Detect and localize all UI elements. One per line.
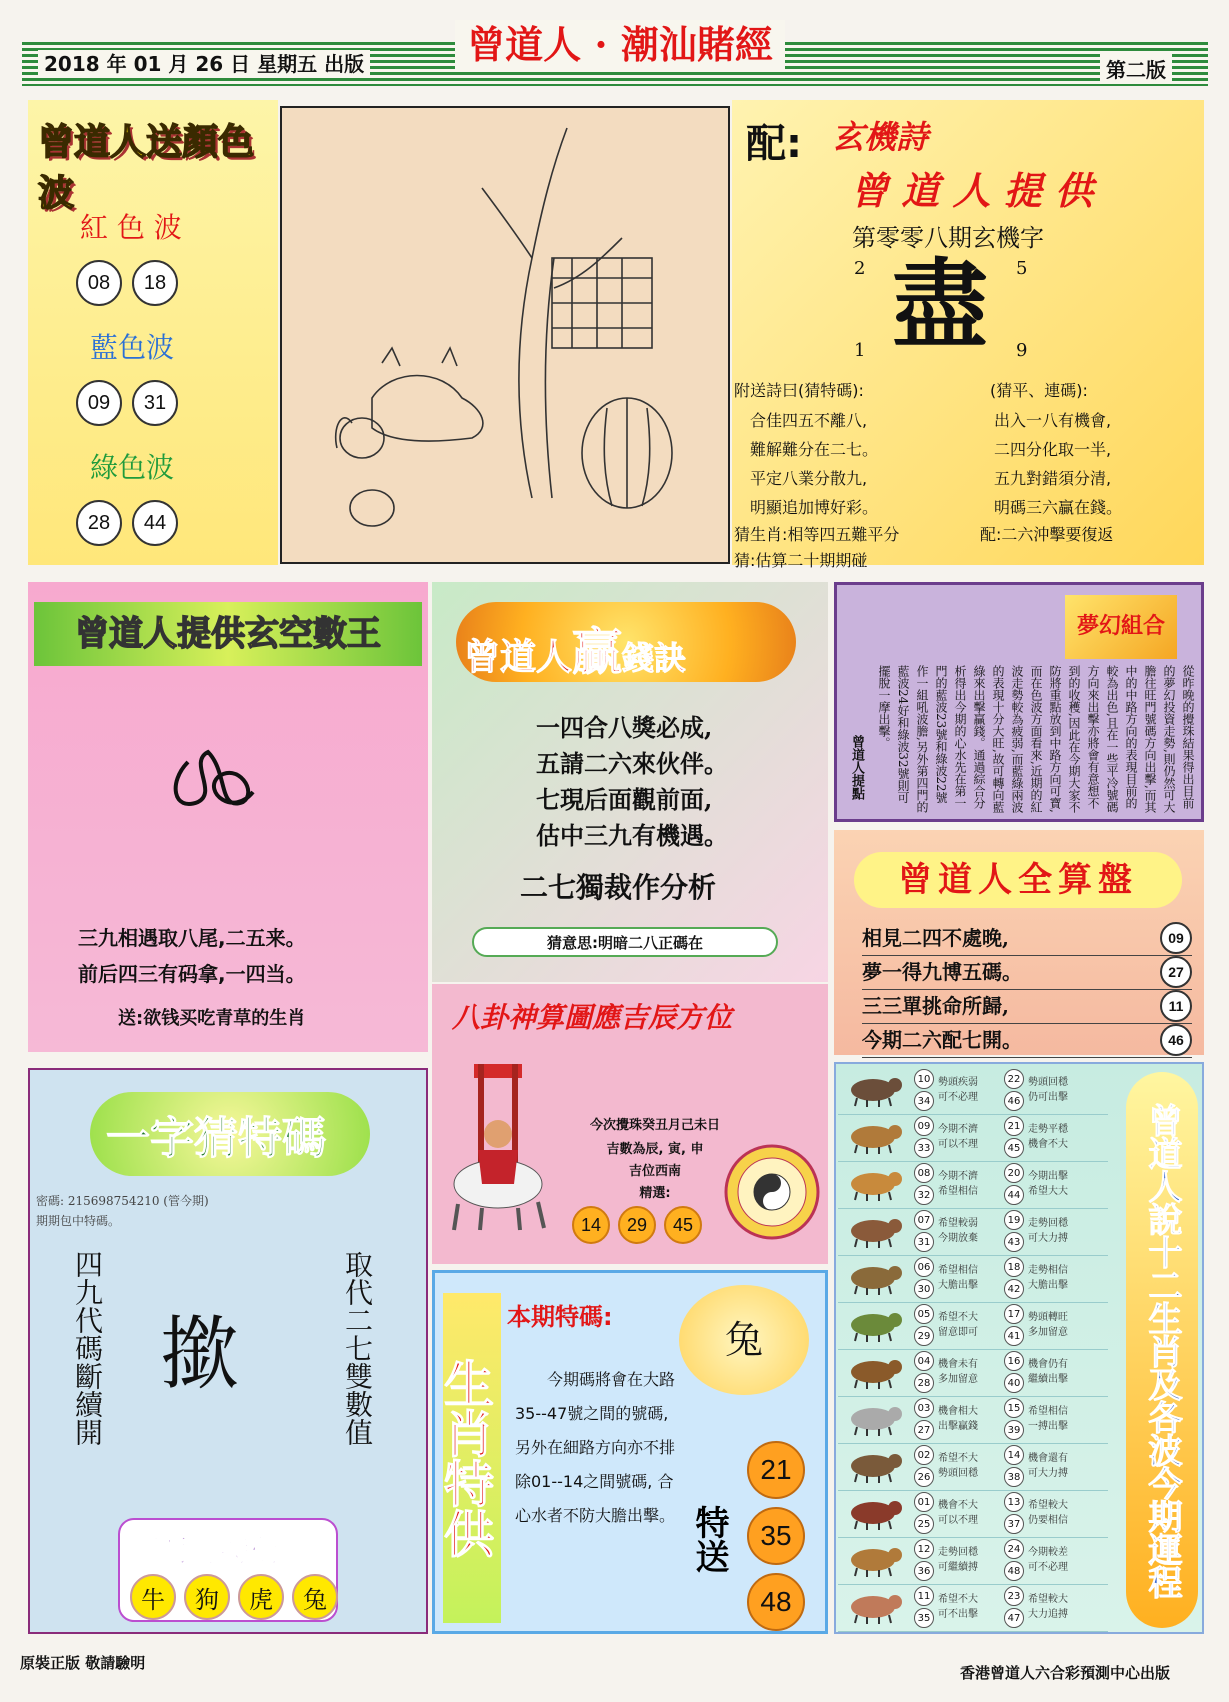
poem-num: 1 (854, 340, 866, 361)
special-number: 48 (747, 1573, 805, 1631)
poem-right-head: (猜平、連碼): (990, 381, 1088, 400)
zodiac-number: 17 (1004, 1304, 1024, 1324)
full-calc-num: 46 (1160, 1024, 1192, 1056)
zodiac-number: 46 (1004, 1091, 1024, 1111)
rat-icon (838, 1070, 910, 1110)
zodiac-row-snake (838, 1301, 1108, 1350)
zodiac-luck-text (938, 1169, 1000, 1199)
bagua-wheel-drawing (724, 1144, 820, 1240)
bagua-title: 八卦神算圖應吉辰方位 (452, 1001, 733, 1034)
zodiac-number: 08 (914, 1163, 934, 1183)
number-king-line: 前后四三有码拿,一四当。 (78, 962, 306, 986)
zodiac-number: 11 (914, 1586, 934, 1606)
zodiac-numbers (1000, 1163, 1028, 1205)
zodiac-number: 18 (1004, 1257, 1024, 1277)
zodiac-number: 36 (914, 1561, 934, 1581)
zodiac-luck-line: 希望較大 (1028, 1594, 1068, 1605)
zodiac-luck-line: 走勢回穩 (1028, 1218, 1068, 1229)
zodiac-luck-line: 機會未有 (938, 1359, 978, 1370)
bagua-line: 吉數為辰, 寅, 申 (606, 1142, 704, 1157)
zodiac-luck-line: 希望較弱 (938, 1218, 978, 1229)
full-calc-row (862, 956, 1192, 990)
zodiac-row-horse (838, 1348, 1108, 1397)
zodiac-luck-title: 曾道人說十二生肖及各波今期運程 (1126, 1072, 1198, 1628)
zodiac-luck-line: 多加留意 (1028, 1327, 1068, 1338)
special-side-title: 生肖特供 (443, 1293, 501, 1623)
poem-issue: 第零零八期玄機字 (852, 224, 1044, 252)
zodiac-luck-line: 今期放棄 (938, 1233, 978, 1244)
one-char-title: 一字猜特碼 (106, 1113, 326, 1164)
zodiac-luck-line: 大力追搏 (1028, 1609, 1068, 1620)
zodiac-number: 10 (914, 1069, 934, 1089)
zodiac-luck-line: 機會還有 (1028, 1453, 1068, 1464)
zodiac-number: 30 (914, 1279, 934, 1299)
zodiac-luck-line: 希望大大 (1028, 1186, 1068, 1197)
number-king-panel (28, 582, 428, 1052)
zodiac-numbers (1000, 1586, 1028, 1628)
zodiac-luck-text (1028, 1122, 1090, 1152)
zodiac-luck-line: 走勢平穩 (1028, 1124, 1068, 1135)
special-panel (432, 1270, 828, 1634)
monkey-icon (838, 1446, 910, 1486)
zodiac-number: 14 (1004, 1445, 1024, 1465)
dragon-icon (838, 1258, 910, 1298)
bagua-pick: 14 (572, 1206, 610, 1244)
win-secret-line: 七現后面觀前面, (536, 785, 713, 814)
zodiac-number: 42 (1004, 1279, 1024, 1299)
win-secret-line: 五請二六來伙伴。 (536, 749, 728, 778)
zodiac-row-monkey (838, 1442, 1108, 1491)
red-wave-number: 08 (76, 260, 122, 306)
zodiac-numbers (910, 1163, 938, 1205)
four-zodiac-box (118, 1518, 338, 1622)
one-char-sub: 期期包中特碼。 (36, 1214, 121, 1228)
dream-text: 從昨晚的攪珠結果得出目前的夢幻投資走勢,則仍然可大膽往旺門號碼方向出擊,而其中的中路方向的表現目前的較為出色,且在一些平冷號碼方向來出擊亦將會有意想不到的收穫,因此在今期大家不防將重點放到中路方向可寶,而在色波方面看來,近期的紅波走勢較為疲弱,而藍綠兩波的表現十分大旺,故可轉向藍綠來出擊贏錢。通過綜合分析得出今期的心水先在第一門的藍波23號和綠波22號作一組吼波膽,另外第四門的藍波24好和綠波32號則可擺脫一摩出擊。 (877, 665, 1195, 813)
poem-panel (732, 100, 1204, 570)
zodiac-number: 28 (914, 1373, 934, 1393)
zodiac-luck-line: 希望相信 (1028, 1406, 1068, 1417)
zodiac-luck-text (1028, 1075, 1090, 1105)
zodiac-number: 27 (914, 1420, 934, 1440)
zodiac-luck-panel (834, 1062, 1204, 1634)
poem-num: 9 (1016, 340, 1028, 361)
special-numbers (747, 1441, 805, 1631)
zodiac-number: 29 (914, 1326, 934, 1346)
poem-zodiac-guess: 猜生肖:相等四五難平分 (734, 525, 900, 544)
zodiac-row-dog (838, 1536, 1108, 1585)
zodiac-luck-text (1028, 1592, 1090, 1622)
zodiac-luck-text (1028, 1404, 1090, 1434)
zodiac-number: 19 (1004, 1210, 1024, 1230)
zodiac-number: 43 (1004, 1232, 1024, 1252)
special-text: 今期碼將會在大路35--47號之間的號碼, 另外在細路方向亦不排除01--14之間號碼, 合心水者不防大膽出擊。 (515, 1370, 676, 1525)
special-number: 21 (747, 1441, 805, 1499)
full-calc-line: 今期二六配七開。 (862, 1028, 1022, 1052)
win-secret-line: 估中三九有機遇。 (536, 821, 728, 850)
poem-title: 玄機詩 (832, 118, 929, 156)
zodiac-luck-text (938, 1310, 1000, 1340)
rooster-icon (838, 1493, 910, 1533)
zodiac-luck-line: 希望較大 (1028, 1500, 1068, 1511)
zodiac-number: 44 (1004, 1185, 1024, 1205)
poem-provider: 曾 道 人 提 供 (850, 169, 1093, 213)
zodiac-numbers (1000, 1257, 1028, 1299)
zodiac-luck-line: 今期不濟 (938, 1124, 978, 1135)
red-wave-numbers (76, 260, 178, 306)
zodiac-luck-text (1028, 1545, 1090, 1575)
blue-wave-number: 31 (132, 380, 178, 426)
red-wave-label: 紅 色 波 (80, 211, 182, 244)
poem-right-line: 五九對錯須分清, (994, 469, 1112, 488)
full-calc-num: 11 (1160, 990, 1192, 1022)
zodiac-numbers (910, 1304, 938, 1346)
win-secret-title-b: 贏 (572, 623, 623, 681)
pig-icon (838, 1587, 910, 1627)
zodiac-row-rabbit (838, 1207, 1108, 1256)
zodiac-number: 47 (1004, 1608, 1024, 1628)
zodiac-number: 15 (1004, 1398, 1024, 1418)
zodiac-luck-line: 留意即可 (938, 1327, 978, 1338)
green-wave-numbers (76, 500, 178, 546)
blue-wave-numbers (76, 380, 178, 426)
zodiac-numbers (910, 1586, 938, 1628)
zodiac-number: 01 (914, 1492, 934, 1512)
zodiac-numbers (1000, 1351, 1028, 1393)
zodiac-number: 48 (1004, 1561, 1024, 1581)
zodiac-number: 32 (914, 1185, 934, 1205)
zodiac-luck-text (1028, 1263, 1090, 1293)
zodiac-luck-line: 大膽出擊 (938, 1280, 978, 1291)
zodiac-number: 26 (914, 1467, 934, 1487)
full-calc-title: 曾道人全算盤 (854, 852, 1182, 908)
zodiac-rows (838, 1066, 1108, 1632)
zodiac-luck-text (1028, 1310, 1090, 1340)
zodiac-numbers (910, 1398, 938, 1440)
zodiac-luck-line: 一搏出擊 (1028, 1421, 1068, 1432)
poem-left-head: 附送詩曰(猜特碼): (734, 381, 864, 400)
rabbit-icon (838, 1211, 910, 1251)
zodiac-row-tiger (838, 1160, 1108, 1209)
zodiac-number: 21 (1004, 1116, 1024, 1136)
zodiac-row-pig (838, 1583, 1108, 1632)
zodiac-numbers (910, 1069, 938, 1111)
zodiac-luck-line: 大膽出擊 (1028, 1280, 1068, 1291)
zodiac-number: 38 (1004, 1467, 1024, 1487)
zodiac-number: 13 (1004, 1492, 1024, 1512)
zodiac-number: 24 (1004, 1539, 1024, 1559)
win-secret-title-a: 曾道人 (464, 637, 573, 678)
scribble-mark (158, 732, 268, 822)
zodiac-luck-line: 繼續出擊 (1028, 1374, 1068, 1385)
poem-right-line: 二四分化取一半, (994, 440, 1112, 459)
four-zodiac-item: 兔 (292, 1574, 338, 1620)
poem-right-line: 明碼三六贏在錢。 (994, 498, 1123, 517)
poem-right-lines (994, 406, 1122, 522)
win-secret-line: 一四合八獎必成, (536, 713, 713, 742)
zodiac-number: 16 (1004, 1351, 1024, 1371)
zodiac-number: 45 (1004, 1138, 1024, 1158)
header-title: 曾道人 · 潮汕賭經 (455, 20, 785, 70)
dream-panel (834, 582, 1204, 822)
four-zodiac-item: 虎 (238, 1574, 284, 1620)
snake-icon (838, 1305, 910, 1345)
win-secret-title (464, 612, 686, 684)
dream-title: 夢幻組合 (1065, 595, 1177, 659)
win-secret-title-c: 錢訣 (622, 639, 687, 677)
one-char-code: 密碼: 215698754210 (管今期) (36, 1194, 209, 1208)
zodiac-luck-line: 走勢回穩 (938, 1547, 978, 1558)
dog-icon (838, 1540, 910, 1580)
zodiac-luck-line: 可不出擊 (938, 1609, 978, 1620)
poem-left-lines (750, 406, 878, 522)
zodiac-luck-line: 機會仍有 (1028, 1359, 1068, 1370)
zodiac-luck-line: 勢頭轉旺 (1028, 1312, 1068, 1323)
zodiac-numbers (1000, 1069, 1028, 1111)
zodiac-luck-line: 勢頭回穩 (1028, 1077, 1068, 1088)
zodiac-numbers (910, 1492, 938, 1534)
zodiac-numbers (1000, 1398, 1028, 1440)
zodiac-number: 33 (914, 1138, 934, 1158)
goat-icon (838, 1399, 910, 1439)
poem-pair: 配:二六沖擊要復返 (980, 525, 1114, 544)
one-char-panel (28, 1068, 428, 1634)
win-secret-panel (432, 582, 828, 982)
zodiac-numbers (910, 1539, 938, 1581)
zodiac-number: 09 (914, 1116, 934, 1136)
zodiac-row-rooster (838, 1489, 1108, 1538)
poem-prefix: 配: (746, 121, 802, 167)
zodiac-luck-text (938, 1592, 1000, 1622)
poem-left-line: 平定八業分散九, (750, 469, 868, 488)
zodiac-luck-line: 希望相信 (938, 1186, 978, 1197)
full-calc-num: 09 (1160, 922, 1192, 954)
blue-wave-number: 09 (76, 380, 122, 426)
zodiac-number: 39 (1004, 1420, 1024, 1440)
zodiac-luck-line: 可繼續搏 (938, 1562, 978, 1573)
ox-icon (838, 1117, 910, 1157)
zodiac-luck-line: 勢頭疾弱 (938, 1077, 978, 1088)
special-send: 特送 (689, 1505, 729, 1573)
blue-wave-label: 藍色波 (90, 331, 175, 364)
zodiac-numbers (910, 1351, 938, 1393)
zodiac-number: 40 (1004, 1373, 1024, 1393)
zodiac-luck-line: 機會不大 (938, 1500, 978, 1511)
color-wave-panel (28, 100, 278, 565)
zodiac-number: 03 (914, 1398, 934, 1418)
zodiac-luck-text (938, 1404, 1000, 1434)
zodiac-row-ox (838, 1113, 1108, 1162)
horse-icon (838, 1352, 910, 1392)
zodiac-luck-line: 仍要相信 (1028, 1515, 1068, 1526)
zodiac-number: 37 (1004, 1514, 1024, 1534)
one-char-left-text: 四九代碼斷續開 (71, 1250, 104, 1446)
zodiac-number: 05 (914, 1304, 934, 1324)
poem-guess: 猜:估算二十期期碰 (734, 551, 868, 570)
zodiac-luck-line: 可不必理 (938, 1092, 978, 1103)
bagua-wheel-icon (724, 1144, 820, 1240)
full-calc-line: 三三單挑命所歸, (862, 994, 1009, 1018)
zodiac-luck-text (1028, 1498, 1090, 1528)
zodiac-luck-line: 勢頭回穩 (938, 1468, 978, 1479)
zodiac-luck-line: 希望不大 (938, 1594, 978, 1605)
special-head: 本期特碼: (507, 1303, 613, 1331)
warrior-drawing (438, 1054, 558, 1234)
one-char-right-text: 取代二七雙數值 (341, 1250, 374, 1446)
header-date: 2018 年 01 月 26 日 星期五 出版 (38, 50, 370, 78)
zodiac-luck-text (1028, 1216, 1090, 1246)
zodiac-luck-line: 機會不大 (1028, 1139, 1068, 1150)
bagua-pick-label: 精選: (639, 1186, 671, 1201)
zodiac-number: 04 (914, 1351, 934, 1371)
zodiac-number: 02 (914, 1445, 934, 1465)
zodiac-luck-text (1028, 1357, 1090, 1387)
bagua-picks (572, 1206, 702, 1244)
zodiac-numbers (910, 1445, 938, 1487)
green-wave-number: 28 (76, 500, 122, 546)
zodiac-luck-line: 希望不大 (938, 1312, 978, 1323)
cat-tree-illustration (280, 106, 730, 564)
zodiac-luck-text (938, 1545, 1000, 1575)
zodiac-numbers (1000, 1492, 1028, 1534)
zodiac-luck-text (938, 1075, 1000, 1105)
zodiac-luck-line: 今期較差 (1028, 1547, 1068, 1558)
zodiac-luck-line: 走勢相信 (1028, 1265, 1068, 1276)
zodiac-numbers (1000, 1539, 1028, 1581)
zodiac-luck-line: 可大力搏 (1028, 1468, 1068, 1479)
zodiac-number: 06 (914, 1257, 934, 1277)
win-secret-analysis: 二七獨裁作分析 (520, 871, 717, 904)
zodiac-number: 31 (914, 1232, 934, 1252)
zodiac-luck-line: 希望不大 (938, 1453, 978, 1464)
full-calc-list (862, 922, 1192, 1058)
zodiac-number: 23 (1004, 1586, 1024, 1606)
zodiac-luck-line: 仍可出擊 (1028, 1092, 1068, 1103)
zodiac-luck-line: 可不必理 (1028, 1562, 1068, 1573)
zodiac-number: 12 (914, 1539, 934, 1559)
zodiac-numbers (910, 1210, 938, 1252)
zodiac-row-goat (838, 1395, 1108, 1444)
number-king-gift: 送:欲钱买吃青草的生肖 (118, 1008, 306, 1029)
zodiac-luck-text (938, 1451, 1000, 1481)
zodiac-luck-text (938, 1357, 1000, 1387)
zodiac-number: 35 (914, 1608, 934, 1628)
color-wave-title: 曾道人送顏色波 (38, 122, 255, 214)
warrior-illustration (438, 1054, 558, 1234)
zodiac-luck-line: 今期不濟 (938, 1171, 978, 1182)
zodiac-number: 41 (1004, 1326, 1024, 1346)
special-zodiac: 兔 (679, 1285, 809, 1395)
zodiac-luck-text (938, 1216, 1000, 1246)
poem-right-line: 出入一八有機會, (994, 411, 1112, 430)
zodiac-number: 07 (914, 1210, 934, 1230)
poem-char: 盡 (892, 248, 988, 361)
zodiac-luck-text (1028, 1451, 1090, 1481)
zodiac-numbers (1000, 1304, 1028, 1346)
zodiac-row-dragon (838, 1254, 1108, 1303)
zodiac-number: 34 (914, 1091, 934, 1111)
zodiac-luck-text (1028, 1169, 1090, 1199)
zodiac-luck-line: 機會相大 (938, 1406, 978, 1417)
green-wave-number: 44 (132, 500, 178, 546)
four-zodiac-item: 牛 (130, 1574, 176, 1620)
tiger-icon (838, 1164, 910, 1204)
number-king-line: 三九相遇取八尾,二五来。 (78, 926, 306, 950)
bagua-pick: 29 (618, 1206, 656, 1244)
poem-num: 5 (1016, 258, 1028, 279)
win-secret-lines (536, 710, 728, 854)
cat-tree-drawing (282, 108, 728, 562)
bagua-pick: 45 (664, 1206, 702, 1244)
zodiac-number: 22 (1004, 1069, 1024, 1089)
zodiac-numbers (1000, 1445, 1028, 1487)
bagua-panel (432, 984, 828, 1264)
bagua-line: 今次攪珠癸丑月己未日 (589, 1118, 720, 1133)
four-zodiac-title: 四肖博特碼 (130, 1534, 280, 1569)
full-calc-line: 夢一得九博五碼。 (862, 960, 1022, 984)
poem-left-line: 難解難分在二七。 (750, 440, 879, 459)
footer-right: 香港曾道人六合彩預測中心出版 (960, 1664, 1171, 1682)
zodiac-luck-line: 多加留意 (938, 1374, 978, 1385)
zodiac-luck-line: 可以不理 (938, 1139, 978, 1150)
full-calc-panel (834, 830, 1204, 1055)
zodiac-luck-line: 出擊贏錢 (938, 1421, 978, 1432)
full-calc-row (862, 922, 1192, 956)
zodiac-luck-text (938, 1122, 1000, 1152)
zodiac-number: 25 (914, 1514, 934, 1534)
zodiac-luck-line: 希望相信 (938, 1265, 978, 1276)
full-calc-row (862, 1024, 1192, 1058)
full-calc-num: 27 (1160, 956, 1192, 988)
four-zodiac-item: 狗 (184, 1574, 230, 1620)
win-secret-hint: 猜意思:明暗二八正碼在 (472, 927, 778, 957)
zodiac-numbers (1000, 1210, 1028, 1252)
poem-left-line: 明顯追加博好彩。 (750, 498, 879, 517)
zodiac-luck-line: 可以不理 (938, 1515, 978, 1526)
green-wave-label: 綠色波 (90, 451, 175, 484)
zodiac-luck-line: 今期出擊 (1028, 1171, 1068, 1182)
zodiac-row-rat (838, 1066, 1108, 1115)
full-calc-row (862, 990, 1192, 1024)
full-calc-line: 相見二四不處晚, (862, 926, 1009, 950)
footer-left: 原裝正版 敬請驗明 (20, 1654, 146, 1672)
dream-sign: 曾道人提點 (849, 735, 864, 800)
one-char-char: 撳 (160, 1308, 240, 1401)
red-wave-number: 18 (132, 260, 178, 306)
zodiac-luck-line: 可大力搏 (1028, 1233, 1068, 1244)
special-number: 35 (747, 1507, 805, 1565)
zodiac-luck-text (938, 1498, 1000, 1528)
zodiac-number: 20 (1004, 1163, 1024, 1183)
bagua-line: 吉位西南 (628, 1164, 681, 1179)
zodiac-numbers (910, 1116, 938, 1158)
zodiac-luck-text (938, 1263, 1000, 1293)
poem-num: 2 (854, 258, 866, 279)
poem-left-line: 合佳四五不離八, (750, 411, 868, 430)
header-edition: 第二版 (1100, 54, 1172, 83)
zodiac-numbers (1000, 1116, 1028, 1158)
four-zodiac-list (130, 1574, 338, 1620)
zodiac-numbers (910, 1257, 938, 1299)
number-king-title: 曾道人提供玄空數王 (34, 602, 422, 666)
